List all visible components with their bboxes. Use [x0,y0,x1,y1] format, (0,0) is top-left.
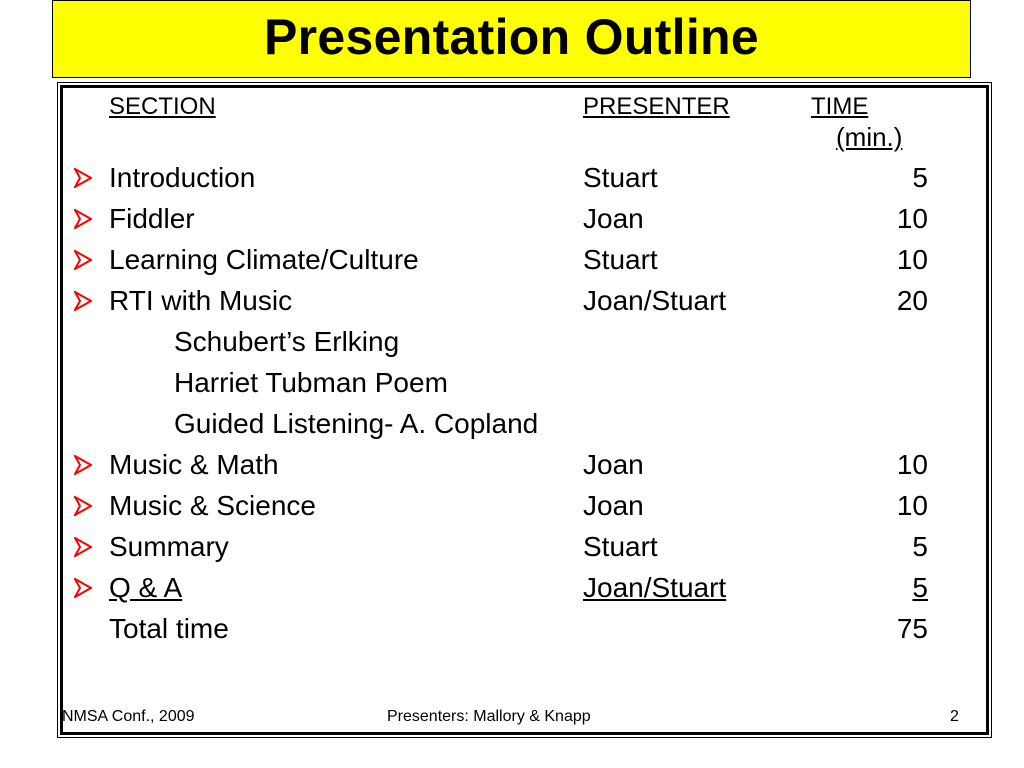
section-label: Learning Climate/Culture [109,244,419,275]
header-time-unit: (min.) [836,122,903,152]
presenter-label: Joan [583,203,644,234]
section-label: Summary [109,531,229,562]
time-value: 10 [896,244,928,275]
header-presenter: PRESENTER [583,93,730,120]
arrow-bullet-icon [74,530,92,557]
section-label: RTI with Music [109,285,293,316]
total-label: Total time [109,613,229,644]
header-section: SECTION [109,93,216,120]
arrow-bullet-icon [74,161,92,188]
arrow-bullet-icon [74,571,92,598]
presenter-label: Joan/Stuart [583,285,727,316]
header-time: TIME [811,93,869,120]
time-value: 10 [896,490,928,521]
arrow-bullet-icon [74,243,92,270]
section-label: Music & Science [109,490,316,521]
time-value-wrap [860,571,928,605]
total-value: 75 [896,613,928,644]
title-banner [52,0,971,78]
sub-item: Schubert’s Erlking [174,326,400,357]
arrow-bullet-icon [74,489,92,516]
presenter-label: Joan [583,490,644,521]
section-label: Music & Math [109,449,279,480]
time-value: 5 [912,531,928,562]
sub-item: Harriet Tubman Poem [174,367,448,398]
slide-title: Presentation Outline [264,9,759,65]
section-label: Fiddler [109,203,195,234]
footer-presenters: Presenters: Mallory & Knapp [387,708,591,725]
presenter-label: Stuart [583,162,658,193]
section-label: Introduction [109,162,256,193]
arrow-bullet-icon [74,448,92,475]
footer-page-number: 2 [950,708,959,725]
time-value: 10 [896,203,928,234]
time-value: 10 [896,449,928,480]
section-label: Q & A [109,572,183,603]
sub-item: Guided Listening- A. Copland [174,408,539,439]
presenter-label: Stuart [583,244,658,275]
presenter-label: Stuart [583,531,658,562]
presenter-label: Joan/Stuart [583,572,727,603]
arrow-bullet-icon [74,284,92,311]
footer-conference: NMSA Conf., 2009 [62,708,195,725]
time-value: 5 [912,572,928,603]
time-value: 5 [912,162,928,193]
time-value: 20 [896,285,928,316]
arrow-bullet-icon [74,202,92,229]
presenter-label: Joan [583,449,644,480]
